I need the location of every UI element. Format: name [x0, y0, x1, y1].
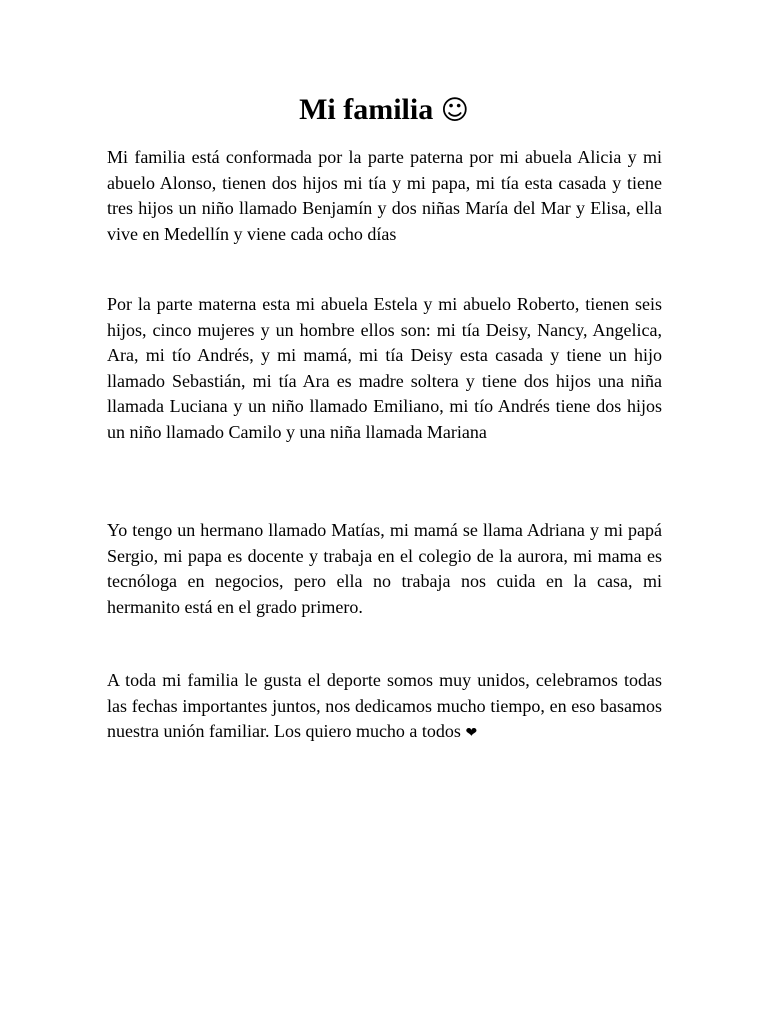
smiley-icon: ☺ — [440, 95, 469, 126]
page-title — [0, 88, 768, 133]
heart-icon: ❤ — [465, 725, 478, 742]
title-text: Mi familia — [299, 93, 434, 126]
paragraph-paternal-family: Mi familia está conformada por la parte paterna por mi abuela Alicia y mi abuelo Alonso, tienen dos hijos mi tía y mi papa, mi tía esta casada y tiene tres hijos un niño llamado Benjamín y dos niñas María del Mar y Elisa, ella vive en Medellín y viene cada ocho días — [107, 147, 662, 244]
paragraph-family-values-text: A toda mi familia le gusta el deporte somos muy unidos, celebramos todas las fechas importantes juntos, nos dedicamos mucho tiempo, en eso basamos nuestra unión familiar. Los quiero mucho a todos — [107, 670, 662, 742]
paragraph-immediate-family: Yo tengo un hermano llamado Matías, mi mamá se llama Adriana y mi papá Sergio, mi papa es docente y trabaja en el colegio de la aurora, mi mama es tecnóloga en negocios, pero ella no trabaja nos cuida en la casa, mi hermanito está en el grado primero. — [107, 520, 662, 617]
paragraph-maternal-family: Por la parte materna esta mi abuela Estela y mi abuelo Roberto, tienen seis hijos, cinco mujeres y un hombre ellos son: mi tía Deisy, Nancy, Angelica, Ara, mi tío Andrés, y mi mamá, mi tía Deisy esta casada y tiene un hijo llamado Sebastián, mi tía Ara es madre soltera y tiene dos hijos una niña llamada Luciana y un niño llamado Emiliano, mi tío Andrés tiene dos hijos un niño llamado Camilo y una niña llamada Mariana — [107, 294, 662, 442]
paragraph-family-values — [107, 668, 662, 747]
